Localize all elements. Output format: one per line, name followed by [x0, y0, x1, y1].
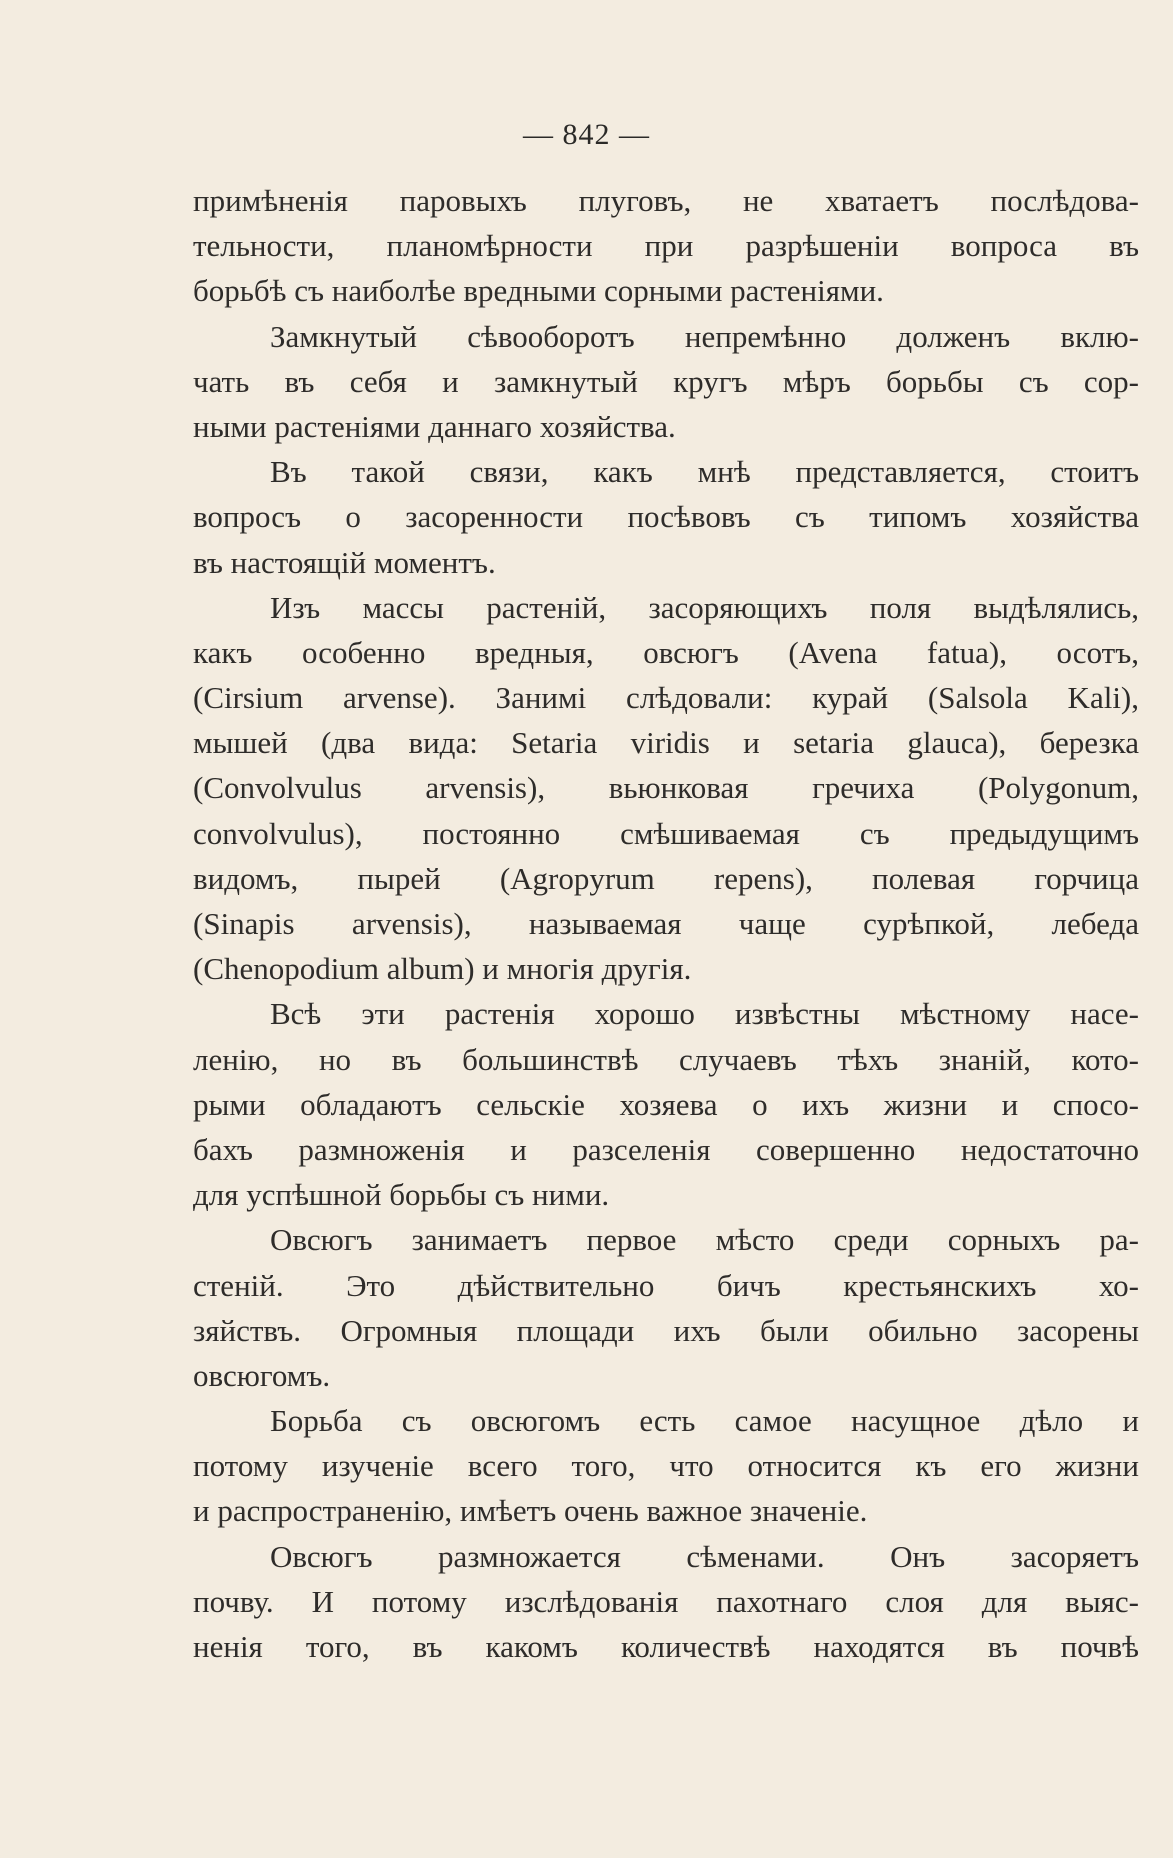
- text-line: (Chenopodium album) и многія другія.: [193, 951, 692, 987]
- text-line: Овсюгъ размножается сѣменами. Онъ засоряетъ: [270, 1538, 1139, 1574]
- body-text: [193, 178, 1139, 1669]
- paragraph: [193, 585, 1139, 992]
- text-line: видомъ, пырей (Agropyrum repens), полевая горчица: [193, 860, 1139, 896]
- text-line: чать въ себя и замкнутый кругъ мѣръ борьбы съ сор-: [193, 363, 1139, 399]
- text-line: и распространенію, имѣетъ очень важное значеніе.: [193, 1493, 868, 1529]
- text-line: какъ особенно вредныя, овсюгъ (Avena fatua), осотъ,: [193, 634, 1139, 670]
- text-line: Замкнутый сѣвооборотъ непремѣнно долженъ вклю-: [270, 318, 1139, 354]
- paragraph: [193, 1398, 1139, 1534]
- text-line: рыми обладаютъ сельскіе хозяева о ихъ жизни и спосо-: [193, 1086, 1139, 1122]
- text-line: примѣненія паровыхъ плуговъ, не хватаетъ послѣдова-: [193, 183, 1139, 218]
- text-line: мышей (два вида: Setaria viridis и setaria glauca), березка: [193, 725, 1139, 761]
- text-line: овсюгомъ.: [193, 1357, 331, 1393]
- text-line: convolvulus), постоянно смѣшиваемая съ предыдущимъ: [193, 815, 1139, 851]
- text-line: (Cirsium arvense). Занимi слѣдовали: курай (Salsola Kali),: [193, 680, 1139, 716]
- text-line: тельности, планомѣрности при разрѣшеніи вопроса въ: [193, 228, 1139, 264]
- text-line: для успѣшной борьбы съ ними.: [193, 1177, 610, 1213]
- text-line: Всѣ эти растенія хорошо извѣстны мѣстному насе-: [270, 996, 1139, 1032]
- paragraph: [193, 178, 1139, 314]
- paragraph: [193, 1534, 1139, 1670]
- text-line: Изъ массы растеній, засоряющихъ поля выдѣлялись,: [270, 589, 1139, 625]
- page-number: — 842 —: [523, 118, 650, 151]
- text-line: почву. И потому изслѣдованія пахотнаго слоя для выяс-: [193, 1583, 1139, 1619]
- text-line: ленію, но въ большинствѣ случаевъ тѣхъ знаній, кото-: [193, 1041, 1139, 1077]
- text-line: потому изученіе всего того, что относится къ его жизни: [193, 1448, 1139, 1484]
- text-line: ненія того, въ какомъ количествѣ находятся въ почвѣ: [193, 1629, 1139, 1664]
- paragraph: [193, 314, 1139, 450]
- text-line: Овсюгъ занимаетъ первое мѣсто среди сорныхъ ра-: [270, 1222, 1139, 1258]
- text-line: стеній. Это дѣйствительно бичъ крестьянскихъ хо-: [193, 1267, 1139, 1303]
- text-line: зяйствъ. Огромныя площади ихъ были обильно засорены: [193, 1312, 1139, 1348]
- text-line: борьбѣ съ наиболѣе вредными сорными растеніями.: [193, 273, 884, 309]
- text-line: (Sinapis arvensis), называемая чаще сурѣпкой, лебеда: [193, 906, 1139, 941]
- text-line: Борьба съ овсюгомъ есть самое насущное дѣло и: [270, 1403, 1139, 1439]
- text-line: бахъ размноженія и разселенія совершенно недостаточно: [193, 1131, 1139, 1167]
- text-line: вопросъ о засоренности посѣвовъ съ типомъ хозяйства: [193, 499, 1139, 535]
- text-line: въ настоящій моментъ.: [193, 544, 496, 580]
- text-line: (Convolvulus arvensis), вьюнковая гречиха (Polygonum,: [193, 770, 1139, 806]
- text-line: Въ такой связи, какъ мнѣ представляется, стоитъ: [270, 454, 1139, 490]
- paragraph: [193, 991, 1139, 1217]
- paragraph: [193, 1217, 1139, 1398]
- paragraph: [193, 449, 1139, 585]
- text-line: ными растеніями даннаго хозяйства.: [193, 408, 676, 444]
